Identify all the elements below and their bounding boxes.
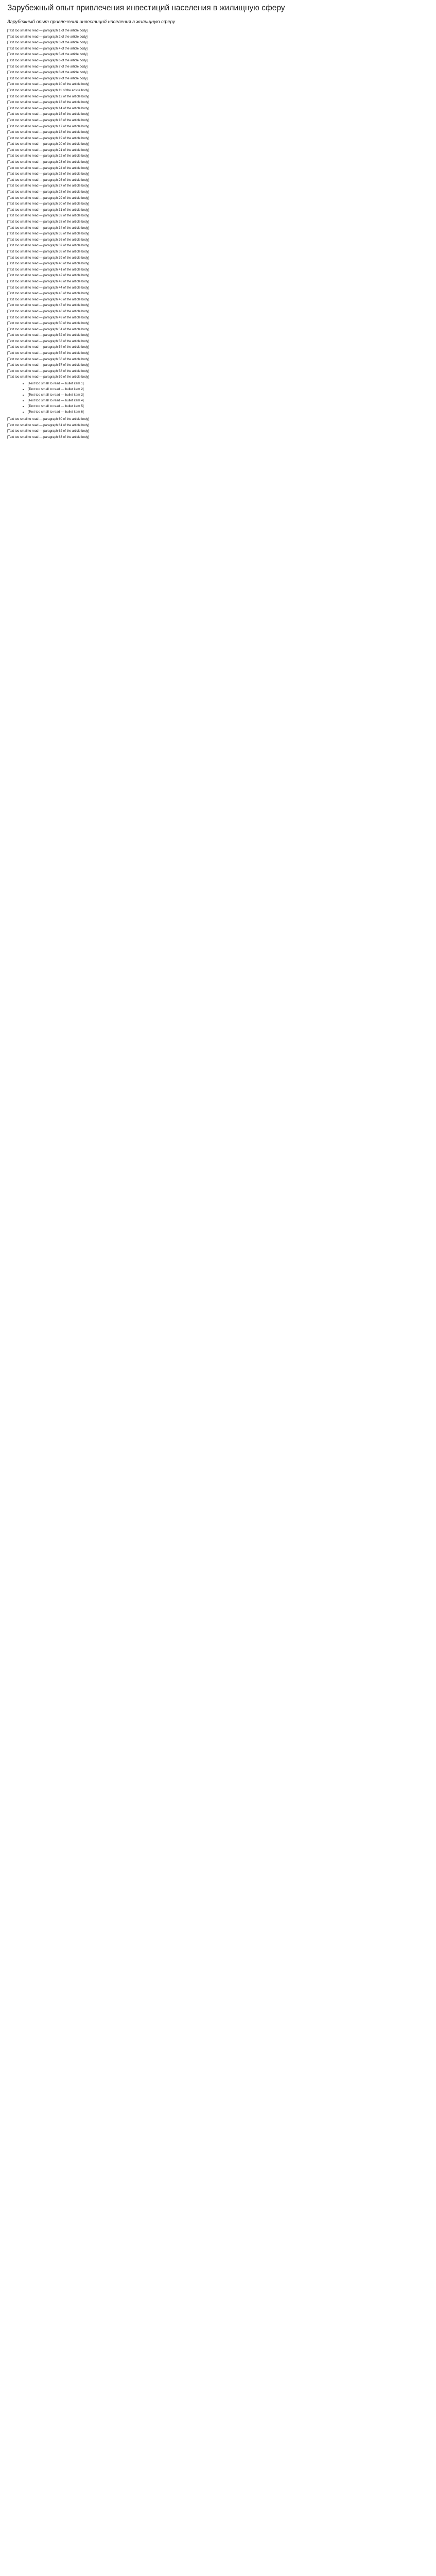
- article-paragraph: [Text too small to read — paragraph 42 of the article body]: [7, 274, 90, 278]
- article-paragraph: [Text too small to read — paragraph 59 of the article body]: [7, 375, 90, 379]
- article-paragraph: [Text too small to read — paragraph 55 of the article body]: [7, 351, 90, 355]
- article-paragraph: [Text too small to read — paragraph 11 of the article body]: [7, 88, 89, 92]
- article: [0, 0, 436, 439]
- article-paragraph: [Text too small to read — paragraph 2 of the article body]: [7, 35, 88, 39]
- article-paragraph: [Text too small to read — paragraph 62 of the article body]: [7, 429, 90, 433]
- article-paragraph: [Text too small to read — paragraph 9 of the article body]: [7, 76, 88, 80]
- list-item: • [Text too small to read — bullet item 6]: [28, 410, 429, 414]
- article-paragraph: [Text too small to read — paragraph 46 of the article body]: [7, 297, 90, 301]
- article-paragraph: [Text too small to read — paragraph 25 of the article body]: [7, 172, 90, 176]
- article-paragraph: [Text too small to read — paragraph 33 of the article body]: [7, 220, 90, 224]
- article-paragraph: [Text too small to read — paragraph 24 of the article body]: [7, 166, 90, 170]
- article-paragraph: [Text too small to read — paragraph 37 of the article body]: [7, 244, 90, 248]
- list-item: • [Text too small to read — bullet item 3]: [28, 393, 429, 397]
- article-paragraph: [Text too small to read — paragraph 8 of the article body]: [7, 71, 88, 75]
- article-paragraph: [Text too small to read — paragraph 17 of the article body]: [7, 124, 90, 128]
- article-section-3: [7, 417, 429, 439]
- article-paragraph: [Text too small to read — paragraph 4 of the article body]: [7, 46, 88, 50]
- article-paragraph: [Text too small to read — paragraph 20 of the article body]: [7, 142, 90, 146]
- article-paragraph: [Text too small to read — paragraph 16 of the article body]: [7, 118, 90, 122]
- article-paragraph: [Text too small to read — paragraph 44 of the article body]: [7, 285, 90, 290]
- article-paragraph: [Text too small to read — paragraph 18 of the article body]: [7, 130, 90, 134]
- article-paragraph: [Text too small to read — paragraph 35 of the article body]: [7, 232, 90, 236]
- article-paragraph: [Text too small to read — paragraph 39 of the article body]: [7, 256, 90, 260]
- bullet-list: [7, 381, 429, 414]
- article-paragraph: [Text too small to read — paragraph 29 of the article body]: [7, 196, 90, 200]
- article-paragraph: [Text too small to read — paragraph 14 of the article body]: [7, 106, 90, 110]
- article-body: [7, 29, 429, 439]
- article-paragraph: [Text too small to read — paragraph 48 of the article body]: [7, 309, 90, 313]
- article-paragraph: [Text too small to read — paragraph 31 of the article body]: [7, 208, 90, 212]
- article-paragraph: [Text too small to read — paragraph 21 of the article body]: [7, 148, 90, 152]
- article-section-2: [7, 89, 429, 380]
- article-paragraph: [Text too small to read — paragraph 50 of the article body]: [7, 321, 90, 326]
- article-paragraph: [Text too small to read — paragraph 38 of the article body]: [7, 249, 90, 253]
- article-paragraph: [Text too small to read — paragraph 54 of the article body]: [7, 345, 90, 349]
- list-item: • [Text too small to read — bullet item 2]: [28, 387, 429, 392]
- article-paragraph: [Text too small to read — paragraph 61 of the article body]: [7, 423, 90, 427]
- list-item: • [Text too small to read — bullet item 5]: [28, 404, 429, 409]
- article-paragraph: [Text too small to read — paragraph 57 of the article body]: [7, 363, 90, 367]
- article-paragraph: [Text too small to read — paragraph 41 of the article body]: [7, 267, 90, 272]
- article-paragraph: [Text too small to read — paragraph 58 of the article body]: [7, 369, 90, 373]
- article-paragraph: [Text too small to read — paragraph 34 of the article body]: [7, 226, 90, 230]
- article-paragraph: [Text too small to read — paragraph 51 of the article body]: [7, 327, 90, 331]
- article-paragraph: [Text too small to read — paragraph 22 of the article body]: [7, 154, 90, 158]
- article-paragraph: [Text too small to read — paragraph 7 of the article body]: [7, 64, 88, 69]
- article-subtitle: Зарубежный опыт привлечения инвестиций населения в жилищную сферу: [7, 19, 175, 24]
- article-section-1: [7, 29, 429, 87]
- article-paragraph: [Text too small to read — paragraph 36 of the article body]: [7, 238, 90, 242]
- article-paragraph: [Text too small to read — paragraph 56 of the article body]: [7, 357, 90, 361]
- article-paragraph: [Text too small to read — paragraph 53 of the article body]: [7, 339, 90, 343]
- article-paragraph: [Text too small to read — paragraph 43 of the article body]: [7, 279, 90, 283]
- article-paragraph: [Text too small to read — paragraph 15 of the article body]: [7, 112, 90, 116]
- list-item: • [Text too small to read — bullet item 1]: [28, 381, 429, 386]
- article-paragraph: [Text too small to read — paragraph 3 of the article body]: [7, 41, 88, 45]
- article-paragraph: [Text too small to read — paragraph 27 of the article body]: [7, 184, 90, 188]
- article-title: Зарубежный опыт привлечения инвестиций населения в жилищную сферу: [7, 4, 285, 12]
- article-paragraph: [Text too small to read — paragraph 40 of the article body]: [7, 262, 90, 266]
- article-paragraph: [Text too small to read — paragraph 6 of the article body]: [7, 58, 88, 62]
- article-paragraph: [Text too small to read — paragraph 23 of the article body]: [7, 160, 90, 164]
- article-paragraph: [Text too small to read — paragraph 45 of the article body]: [7, 292, 90, 296]
- article-paragraph: [Text too small to read — paragraph 13 of the article body]: [7, 100, 90, 105]
- article-paragraph: [Text too small to read — paragraph 63 of the article body]: [7, 435, 90, 439]
- article-paragraph: [Text too small to read — paragraph 32 of the article body]: [7, 214, 90, 218]
- article-paragraph: [Text too small to read — paragraph 60 of the article body]: [7, 417, 90, 421]
- article-paragraph: [Text too small to read — paragraph 28 of the article body]: [7, 190, 90, 194]
- article-paragraph: [Text too small to read — paragraph 26 of the article body]: [7, 178, 90, 182]
- article-paragraph: [Text too small to read — paragraph 12 of the article body]: [7, 94, 90, 98]
- article-paragraph: [Text too small to read — paragraph 1 of the article body]: [7, 29, 88, 32]
- article-paragraph: [Text too small to read — paragraph 19 of the article body]: [7, 136, 90, 140]
- article-paragraph: [Text too small to read — paragraph 47 of the article body]: [7, 303, 90, 308]
- article-paragraph: [Text too small to read — paragraph 52 of the article body]: [7, 333, 90, 337]
- article-paragraph: [Text too small to read — paragraph 49 of the article body]: [7, 315, 90, 319]
- list-item: • [Text too small to read — bullet item 4]: [28, 398, 429, 403]
- article-paragraph: [Text too small to read — paragraph 30 of the article body]: [7, 202, 90, 206]
- article-paragraph: [Text too small to read — paragraph 5 of the article body]: [7, 53, 88, 57]
- article-paragraph: [Text too small to read — paragraph 10 of the article body]: [7, 82, 90, 87]
